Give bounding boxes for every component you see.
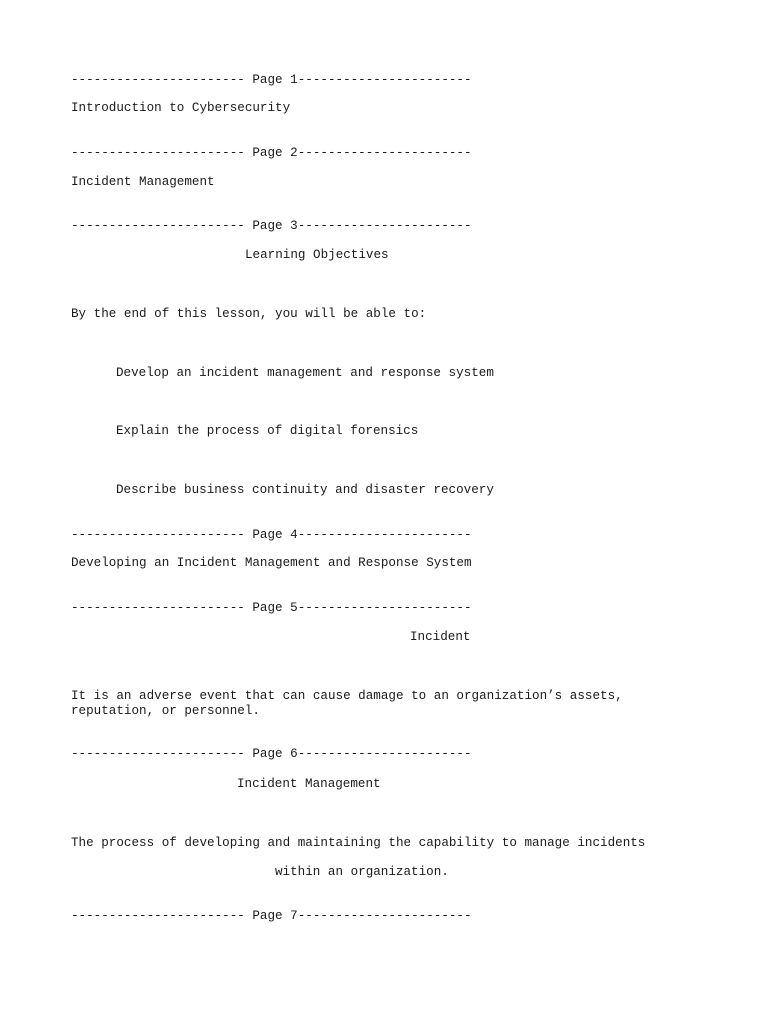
incident-management-definition-line: within an organization. <box>275 865 449 879</box>
page-1-title: Introduction to Cybersecurity <box>71 101 291 115</box>
objective-item: Develop an incident management and response system <box>116 366 494 380</box>
incident-definition-line: It is an adverse event that can cause damage to an organization’s assets, <box>71 689 623 703</box>
page-separator-2: ----------------------- Page 2----------------------- <box>71 146 472 160</box>
page-separator-7: ----------------------- Page 7----------------------- <box>71 909 472 923</box>
page-separator-5: ----------------------- Page 5----------------------- <box>71 601 472 615</box>
objectives-intro: By the end of this lesson, you will be able to: <box>71 307 427 321</box>
incident-management-heading: Incident Management <box>237 777 381 791</box>
page-separator-6: ----------------------- Page 6----------------------- <box>71 747 472 761</box>
incident-management-definition-line: The process of developing and maintaining the capability to manage incidents <box>71 836 646 850</box>
page-separator-4: ----------------------- Page 4----------------------- <box>71 528 472 542</box>
page-separator-3: ----------------------- Page 3----------------------- <box>71 219 472 233</box>
incident-definition-line: reputation, or personnel. <box>71 704 260 718</box>
page-separator-1: ----------------------- Page 1----------------------- <box>71 73 472 87</box>
page-4-title: Developing an Incident Management and Response System <box>71 556 472 570</box>
learning-objectives-heading: Learning Objectives <box>245 248 389 262</box>
incident-heading: Incident <box>410 630 471 644</box>
objective-item: Describe business continuity and disaster recovery <box>116 483 494 497</box>
page-2-title: Incident Management <box>71 175 215 189</box>
objective-item: Explain the process of digital forensics <box>116 424 419 438</box>
